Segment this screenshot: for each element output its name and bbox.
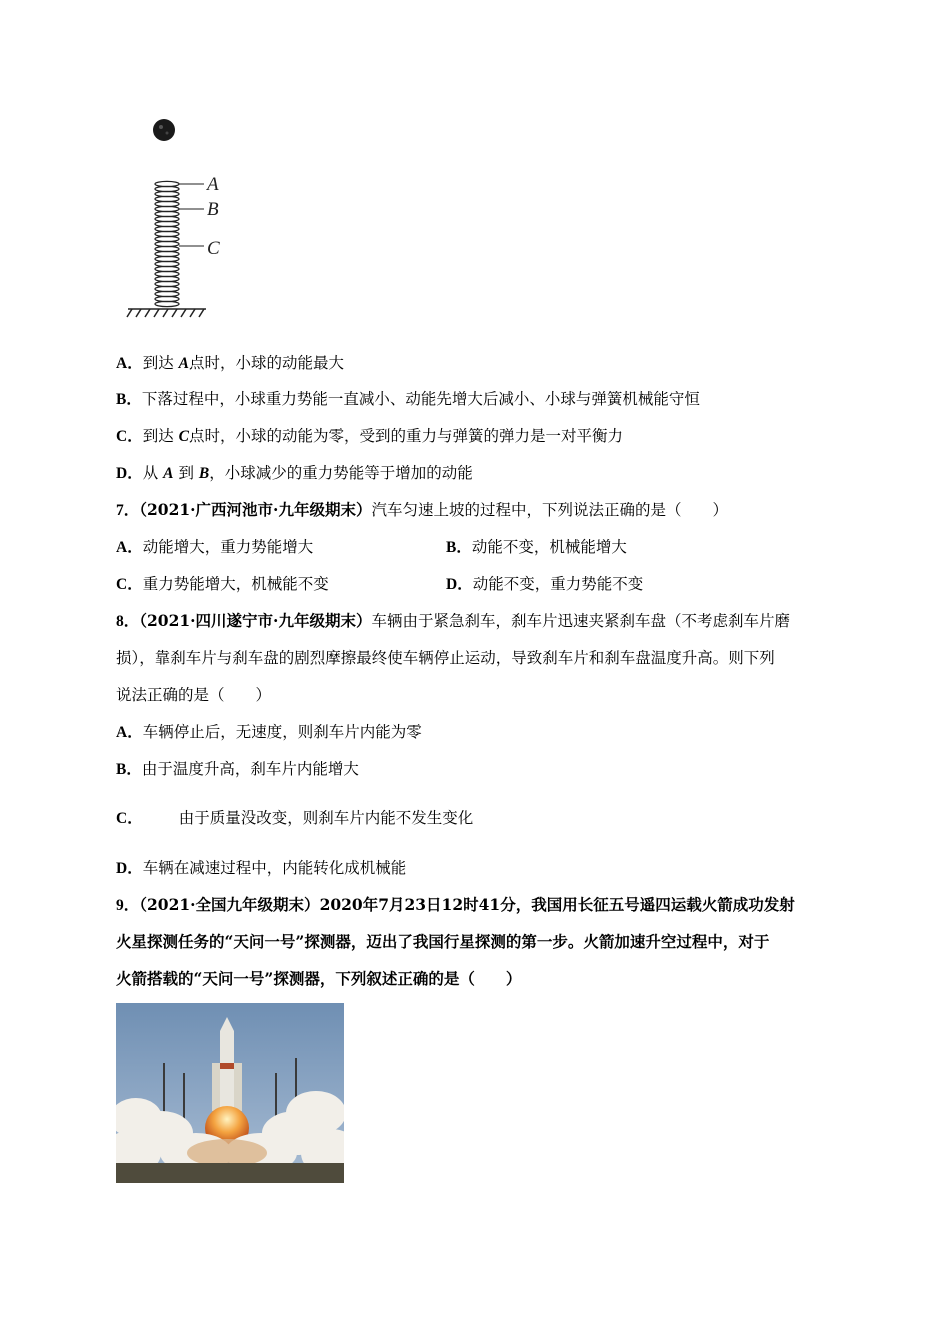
- q6-option-b: B．下落过程中，小球重力势能一直减小、动能先增大后减小、小球与弹簧机械能守恒: [116, 390, 700, 408]
- ball: [153, 119, 175, 141]
- q8-stem-line1: 8．（2021·四川遂宁市·九年级期末）车辆由于紧急刹车，刹车片迅速夹紧刹车盘（不考虑刹车片磨: [116, 611, 790, 630]
- spring-ball-figure: [116, 108, 226, 323]
- label-c: C: [207, 238, 220, 259]
- q8-option-a: A．车辆停止后，无速度，则刹车片内能为零: [116, 723, 422, 741]
- q6-option-c: C．到达 C点时，小球的动能为零，受到的重力与弹簧的弹力是一对平衡力: [116, 427, 624, 445]
- q7-stem: 7．（2021·广西河池市·九年级期末）汽车匀速上坡的过程中，下列说法正确的是（ ）: [116, 500, 728, 519]
- q8-option-c: C． 由于质量没改变，则刹车片内能不发生变化: [116, 809, 474, 827]
- q8-option-d: D．车辆在减速过程中，内能转化成机械能: [116, 859, 407, 877]
- q7-option-d: D．动能不变，重力势能不变: [446, 575, 644, 593]
- q7-option-c: C．重力势能增大，机械能不变: [116, 575, 329, 593]
- q7-option-a: A．动能增大，重力势能增大: [116, 538, 314, 556]
- q6-option-a: A．到达 A点时，小球的动能最大: [116, 354, 345, 372]
- ground: [127, 309, 206, 317]
- rocket-launch-photo: [116, 1003, 344, 1183]
- q9-stem-line3: 火箭搭载的“天问一号”探测器，下列叙述正确的是（ ）: [116, 969, 522, 988]
- q9-stem-line1: 9．（2021·全国九年级期末）2020年7月23日12时41分，我国用长征五号遥四运载火箭成功发射: [116, 895, 795, 914]
- label-a: A: [207, 174, 219, 195]
- q7-option-b: B．动能不变，机械能增大: [446, 538, 627, 556]
- q8-option-b: B．由于温度升高，刹车片内能增大: [116, 760, 359, 778]
- q9-stem-line2: 火星探测任务的“天问一号”探测器，迈出了我国行星探测的第一步。火箭加速升空过程中，对于: [116, 932, 770, 951]
- q8-stem-line3: 说法正确的是（ ）: [116, 686, 272, 704]
- spring-coils: [155, 181, 179, 306]
- label-b: B: [207, 199, 219, 220]
- q6-option-d: D．从 A 到 B，小球减少的重力势能等于增加的动能: [116, 464, 473, 482]
- q8-stem-line2: 损），靠刹车片与刹车盘的剧烈摩擦最终使车辆停止运动，导致刹车片和刹车盘温度升高。则下列: [116, 649, 775, 667]
